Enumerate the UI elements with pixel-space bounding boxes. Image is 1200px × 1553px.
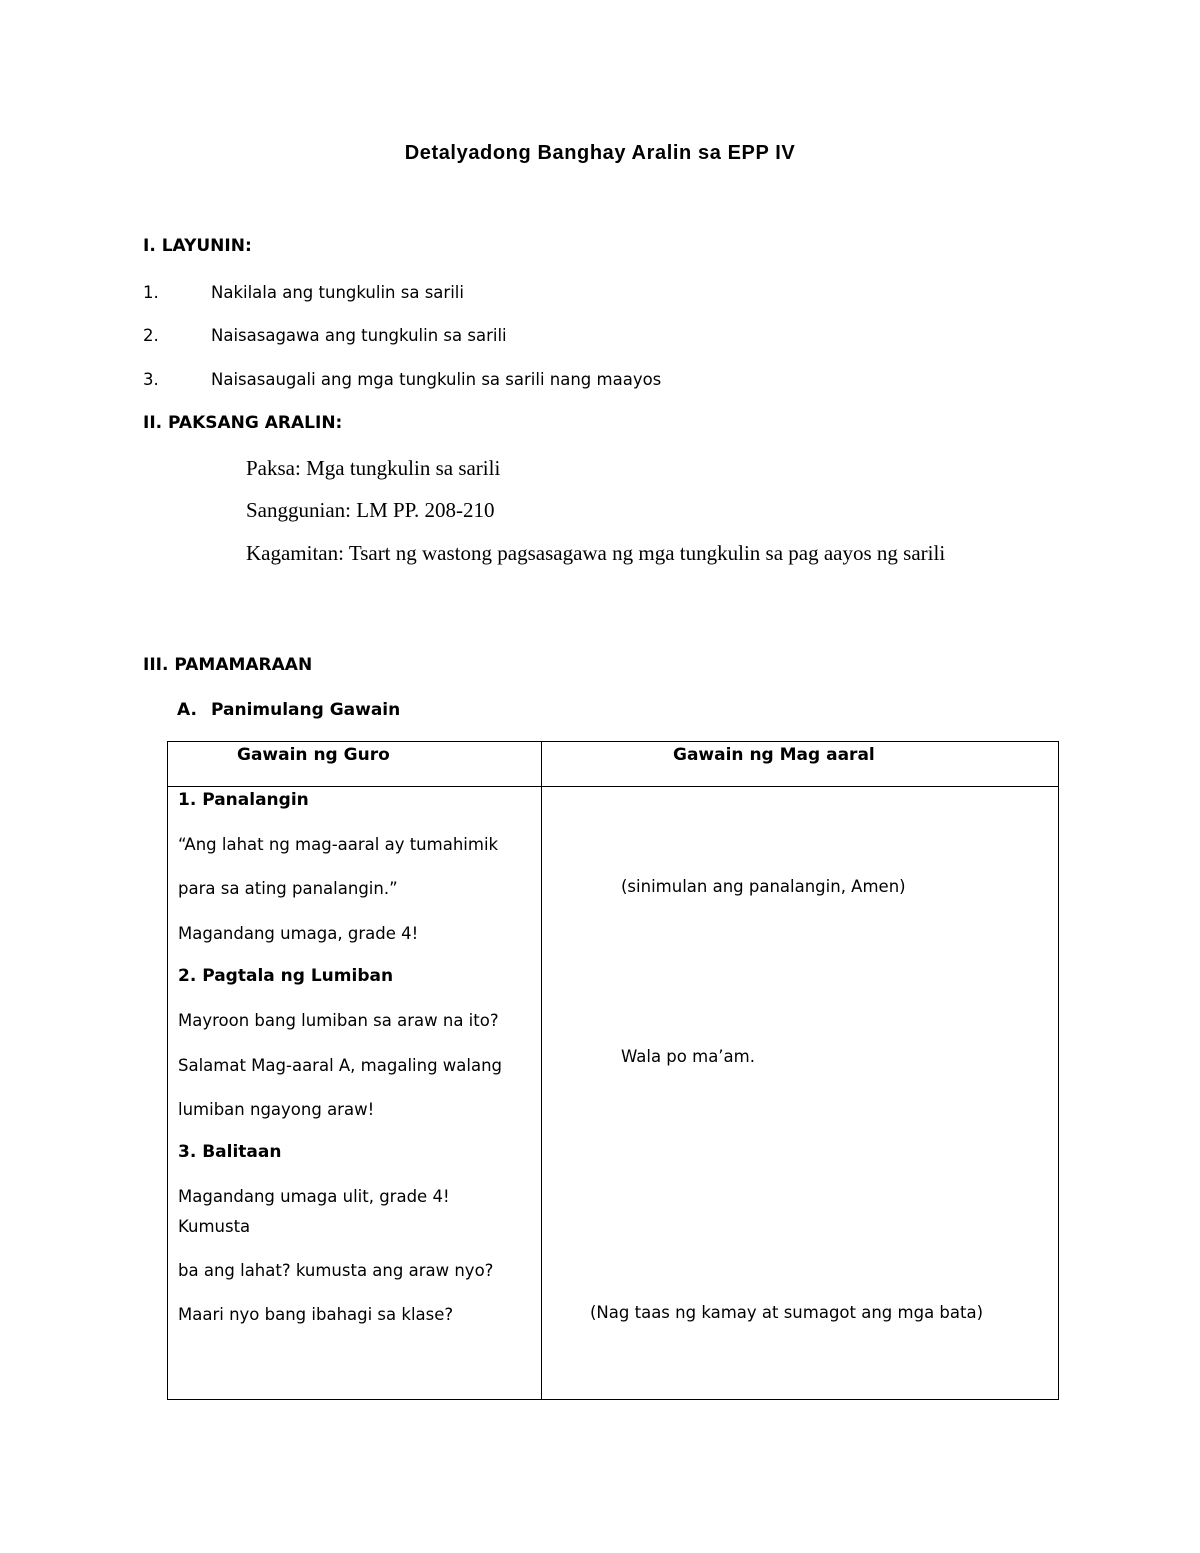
objective-number-2: 2. [143, 326, 159, 345]
objective-text-1: Nakilala ang tungkulin sa sarili [211, 283, 464, 302]
panalangin-line-2: para sa ating panalangin.” [178, 879, 398, 898]
table-header-mag-aaral: Gawain ng Mag aaral [673, 745, 875, 765]
document-title: Detalyadong Banghay Aralin sa EPP IV [404, 142, 796, 164]
panalangin-line-3: Magandang umaga, grade 4! [178, 924, 419, 943]
section-pamamaraan-heading: III. PAMAMARAAN [143, 655, 313, 675]
objective-number-3: 3. [143, 370, 159, 389]
balitaan-line-4: Maari nyo bang ibahagi sa klase? [178, 1305, 454, 1324]
balitaan-line-2: Kumusta [178, 1217, 251, 1236]
lumiban-line-1: Mayroon bang lumiban sa araw na ito? [178, 1011, 499, 1030]
table-column-divider [541, 742, 542, 1399]
student-response-1: (sinimulan ang panalangin, Amen) [621, 877, 906, 896]
sanggunian-line: Sanggunian: LM PP. 208-210 [246, 498, 495, 522]
objective-number-1: 1. [143, 283, 159, 302]
balitaan-title: 3. Balitaan [178, 1142, 282, 1162]
objective-text-3: Naisasaugali ang mga tungkulin sa sarili nang maayos [211, 370, 662, 389]
lumiban-line-2: Salamat Mag-aaral A, magaling walang [178, 1056, 503, 1075]
panalangin-line-1: “Ang lahat ng mag-aaral ay tumahimik [178, 835, 499, 854]
table-header-divider [168, 786, 1058, 787]
section-layunin-heading: I. LAYUNIN: [143, 236, 252, 256]
student-response-3: (Nag taas ng kamay at sumagot ang mga bata) [590, 1303, 984, 1322]
lumiban-line-3: lumiban ngayong araw! [178, 1100, 375, 1119]
subsection-letter: A. [177, 700, 197, 720]
subsection-panimulang-gawain: Panimulang Gawain [211, 700, 401, 720]
paksa-line: Paksa: Mga tungkulin sa sarili [246, 456, 501, 480]
kagamitan-line: Kagamitan: Tsart ng wastong pagsasagawa ng mga tungkulin sa pag aayos ng sarili [246, 541, 946, 565]
balitaan-line-1: Magandang umaga ulit, grade 4! [178, 1187, 450, 1206]
panalangin-title: 1. Panalangin [178, 790, 309, 810]
student-response-2: Wala po ma’am. [621, 1047, 755, 1066]
balitaan-line-3: ba ang lahat? kumusta ang araw nyo? [178, 1261, 494, 1280]
section-paksang-aralin-heading: II. PAKSANG ARALIN: [143, 413, 343, 433]
lumiban-title: 2. Pagtala ng Lumiban [178, 966, 394, 986]
objective-text-2: Naisasagawa ang tungkulin sa sarili [211, 326, 507, 345]
table-header-guro: Gawain ng Guro [237, 745, 390, 765]
